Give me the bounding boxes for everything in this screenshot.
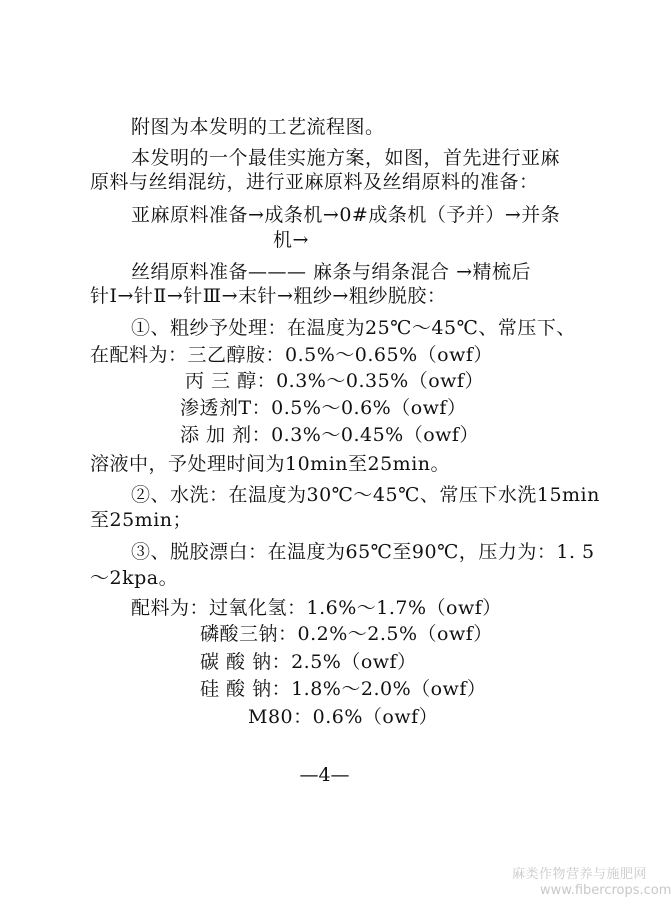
text-line-ingredient-penetrant: 渗透剂T：0.5%～0.6%（owf） bbox=[180, 397, 467, 419]
text-line-ingredient-trisodium-phosphate: 磷酸三钠：0.2%～2.5%（owf） bbox=[200, 623, 493, 645]
text-line-step2-washing: ②、水洗：在温度为30℃～45℃、常压下水洗15min bbox=[131, 484, 600, 506]
text-line-intro: 附图为本发明的工艺流程图。 bbox=[131, 116, 385, 138]
text-line-step3-degumming-cont: ～2kpa。 bbox=[90, 567, 179, 589]
text-line-pretreatment-time: 溶液中，予处理时间为10min至25min。 bbox=[90, 453, 451, 475]
text-line-step2-washing-cont: 至25min； bbox=[90, 509, 193, 531]
text-line-ingredient-glycerol: 丙 三 醇：0.3%～0.35%（owf） bbox=[185, 370, 484, 392]
text-line-ingredient-hydrogen-peroxide: 配料为：过氧化氢：1.6%～1.7%（owf） bbox=[131, 597, 502, 619]
text-line-ingredient-sodium-silicate: 硅 酸 钠：1.8%～2.0%（owf） bbox=[200, 678, 487, 700]
watermark-site-name: 麻类作物营养与施肥网 bbox=[512, 867, 648, 882]
text-line-embodiment-cont: 原料与丝绢混纺，进行亚麻原料及丝绢原料的准备： bbox=[90, 171, 539, 193]
text-line-ingredient-additive: 添 加 剂：0.3%～0.45%（owf） bbox=[180, 424, 479, 446]
watermark-site-url: www.fibercrops.com bbox=[540, 883, 671, 898]
text-line-step3-degumming: ③、脱胶漂白：在温度为65℃至90℃，压力为：1. 5 bbox=[131, 541, 595, 563]
page-number: —4— bbox=[299, 764, 350, 786]
text-line-embodiment: 本发明的一个最佳实施方案，如图，首先进行亚麻 bbox=[131, 147, 561, 169]
text-line-ingredient-m80: M80：0.6%（owf） bbox=[248, 706, 439, 728]
text-line-silk-process: 丝绢原料准备——— 麻条与绢条混合 →精梳后 bbox=[131, 261, 531, 283]
text-line-ingredient-sodium-carbonate: 碳 酸 钠：2.5%（owf） bbox=[200, 651, 417, 673]
text-line-combing-process: 针Ⅰ→针Ⅱ→针Ⅲ→末针→粗纱→粗纱脱胶： bbox=[90, 285, 447, 307]
text-line-flax-process-cont: 机→ bbox=[273, 229, 309, 251]
text-line-step1-pretreatment: ①、粗纱予处理：在温度为25℃～45℃、常压下、 bbox=[131, 317, 576, 339]
text-line-flax-process: 亚麻原料准备→成条机→0#成条机（予并）→并条 bbox=[131, 204, 561, 226]
text-line-ingredient-triethanolamine: 在配料为：三乙醇胺：0.5%～0.65%（owf） bbox=[90, 344, 493, 366]
